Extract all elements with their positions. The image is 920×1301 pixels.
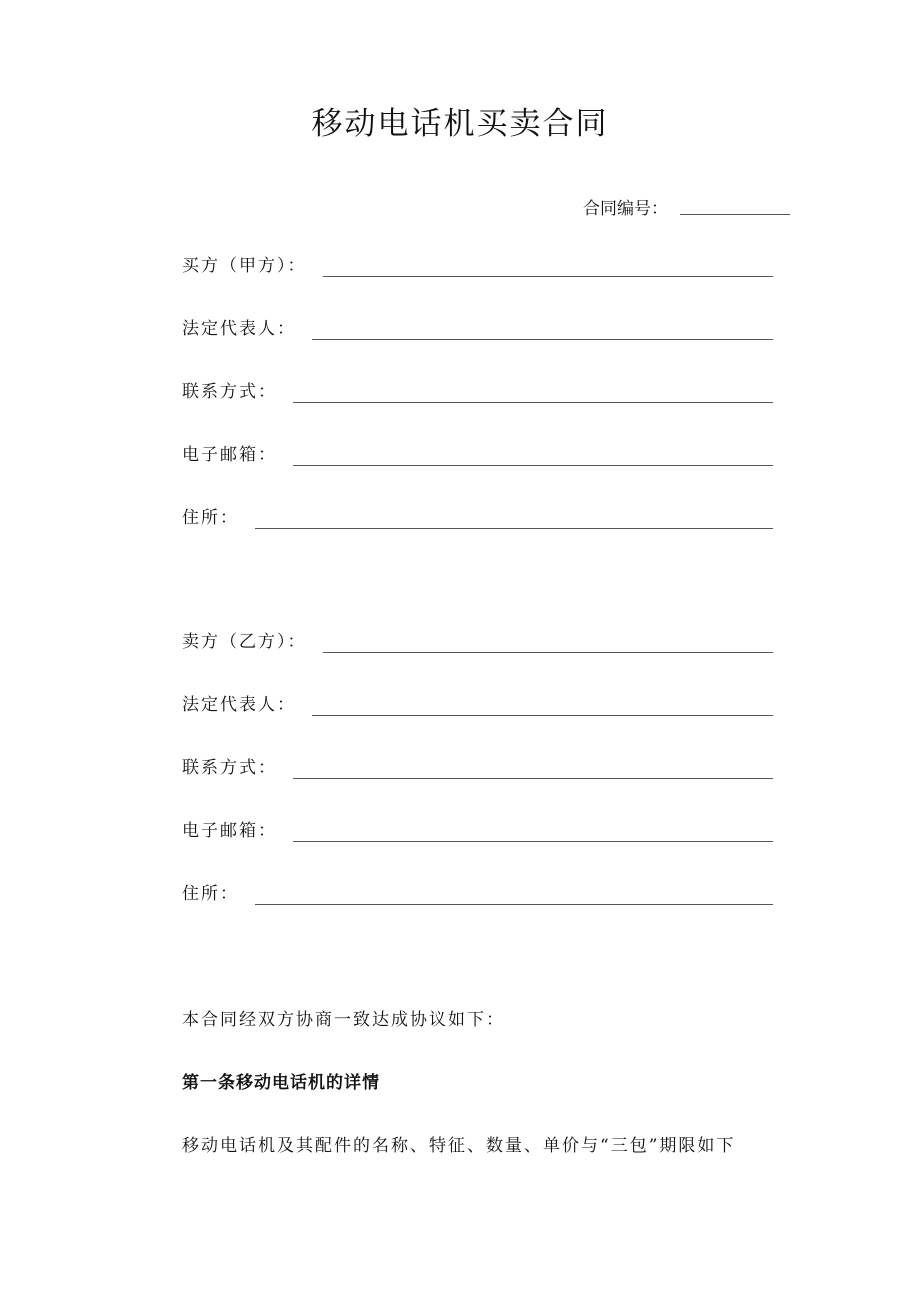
buyer-legal-rep-blank[interactable] — [312, 339, 773, 340]
buyer-party-field — [182, 252, 773, 280]
seller-contact-blank[interactable] — [293, 778, 773, 779]
buyer-address-label: 住所： — [182, 508, 239, 528]
seller-party-label: 卖方（乙方）： — [182, 632, 307, 652]
document-title: 移动电话机买卖合同 — [311, 106, 609, 142]
seller-address-blank[interactable] — [255, 904, 773, 905]
buyer-legal-rep-label: 法定代表人： — [182, 319, 296, 339]
buyer-email-blank[interactable] — [293, 465, 773, 466]
seller-party-blank[interactable] — [323, 652, 774, 653]
buyer-email-label: 电子邮箱： — [182, 445, 277, 465]
seller-email-field — [182, 817, 773, 845]
buyer-party-blank[interactable] — [323, 276, 774, 277]
seller-contact-field — [182, 754, 773, 782]
article-1-heading: 第一条移动电话机的详情 — [182, 1073, 380, 1093]
buyer-address-field — [182, 504, 773, 532]
buyer-email-field — [182, 441, 773, 469]
seller-address-label: 住所： — [182, 884, 239, 904]
contract-number-field — [583, 193, 790, 219]
buyer-contact-field — [182, 378, 773, 406]
buyer-legal-rep-field — [182, 315, 773, 343]
buyer-party-label: 买方（甲方）： — [182, 256, 307, 276]
contract-number-blank[interactable] — [680, 214, 790, 215]
buyer-contact-label: 联系方式： — [182, 382, 277, 402]
article-1-paragraph: 移动电话机及其配件的名称、特征、数量、单价与“三包”期限如下 — [182, 1136, 736, 1156]
intro-paragraph: 本合同经双方协商一致达成协议如下： — [182, 1010, 505, 1030]
seller-party-field — [182, 628, 773, 656]
seller-legal-rep-field — [182, 691, 773, 719]
seller-legal-rep-label: 法定代表人： — [182, 695, 296, 715]
seller-address-field — [182, 880, 773, 908]
contract-number-label: 合同编号： — [583, 199, 668, 219]
seller-contact-label: 联系方式： — [182, 758, 277, 778]
seller-email-blank[interactable] — [293, 841, 773, 842]
buyer-address-blank[interactable] — [255, 528, 773, 529]
buyer-contact-blank[interactable] — [293, 402, 773, 403]
seller-legal-rep-blank[interactable] — [312, 715, 773, 716]
seller-email-label: 电子邮箱： — [182, 821, 277, 841]
